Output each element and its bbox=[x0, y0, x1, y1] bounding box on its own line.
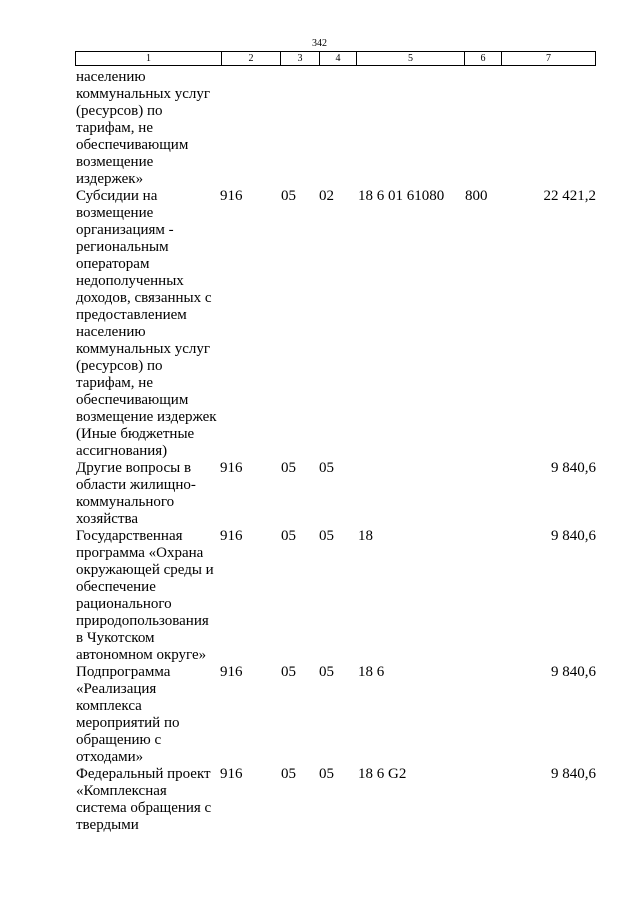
table-cell-amount: 9 840,6 bbox=[551, 664, 596, 680]
name-line: «Реализация bbox=[76, 681, 157, 697]
name-line: коммунального bbox=[76, 494, 175, 510]
name-line: Субсидии на bbox=[76, 188, 158, 204]
page-number: 342 bbox=[312, 38, 327, 49]
table-cell-expense-type: 800 bbox=[465, 188, 488, 204]
name-line: автономном округе» bbox=[76, 647, 207, 663]
table-cell-section: 05 bbox=[281, 188, 296, 204]
name-line: возмещение bbox=[76, 154, 154, 170]
name-line: издержек» bbox=[76, 171, 144, 187]
table-cell-section: 05 bbox=[281, 664, 296, 680]
table-cell-section: 05 bbox=[281, 528, 296, 544]
name-line: предоставлением bbox=[76, 307, 187, 323]
name-line: недополученных bbox=[76, 273, 184, 289]
table-cell-subsection: 05 bbox=[319, 664, 334, 680]
name-line: обеспечивающим bbox=[76, 392, 189, 408]
name-line: тарифам, не bbox=[76, 120, 153, 136]
name-line: окружающей среды и bbox=[76, 562, 214, 578]
name-line: ассигнования) bbox=[76, 443, 168, 459]
name-line: «Комплексная bbox=[76, 783, 167, 799]
name-line: рационального bbox=[76, 596, 172, 612]
name-line: организациям - bbox=[76, 222, 174, 238]
name-line: области жилищно- bbox=[76, 477, 196, 493]
name-line: в Чукотском bbox=[76, 630, 155, 646]
header-col-5: 5 bbox=[357, 52, 465, 65]
table-cell-name bbox=[76, 766, 224, 834]
table-cell-section: 05 bbox=[281, 460, 296, 476]
table-cell-target-article: 18 6 bbox=[358, 664, 385, 680]
table-cell-name bbox=[76, 460, 224, 528]
table-cell-amount: 9 840,6 bbox=[551, 766, 596, 782]
table-cell-grbs: 916 bbox=[220, 528, 243, 544]
table-cell-grbs: 916 bbox=[220, 188, 243, 204]
name-line: (ресурсов) по bbox=[76, 103, 163, 119]
name-line: коммунальных услуг bbox=[76, 86, 211, 102]
table-cell-target-article: 18 6 01 61080 bbox=[358, 188, 445, 204]
name-line: природопользования bbox=[76, 613, 209, 629]
name-line: мероприятий по bbox=[76, 715, 180, 731]
table-header-row bbox=[75, 51, 596, 66]
header-col-3: 3 bbox=[281, 52, 320, 65]
name-line: (ресурсов) по bbox=[76, 358, 163, 374]
name-line: доходов, связанных с bbox=[76, 290, 212, 306]
table-row bbox=[0, 69, 639, 188]
name-line: населению bbox=[76, 69, 146, 85]
name-line: Государственная bbox=[76, 528, 183, 544]
name-line: отходами» bbox=[76, 749, 144, 765]
table-cell-name bbox=[76, 664, 224, 766]
name-line: программа «Охрана bbox=[76, 545, 204, 561]
table-cell-subsection: 05 bbox=[319, 460, 334, 476]
name-line: тарифам, не bbox=[76, 375, 153, 391]
table-cell-section: 05 bbox=[281, 766, 296, 782]
name-line: обращению с bbox=[76, 732, 162, 748]
table-row bbox=[0, 188, 639, 460]
table-cell-grbs: 916 bbox=[220, 460, 243, 476]
table-row bbox=[0, 528, 639, 664]
name-line: хозяйства bbox=[76, 511, 139, 527]
name-line: Другие вопросы в bbox=[76, 460, 192, 476]
table-cell-grbs: 916 bbox=[220, 766, 243, 782]
table-cell-subsection: 05 bbox=[319, 528, 334, 544]
name-line: обеспечивающим bbox=[76, 137, 189, 153]
table-cell-amount: 9 840,6 bbox=[551, 528, 596, 544]
table-row bbox=[0, 766, 639, 834]
header-col-6: 6 bbox=[465, 52, 502, 65]
table-cell-name bbox=[76, 528, 224, 664]
name-line: коммунальных услуг bbox=[76, 341, 211, 357]
name-line: населению bbox=[76, 324, 146, 340]
name-line: система обращения с bbox=[76, 800, 212, 816]
header-col-7: 7 bbox=[546, 53, 551, 64]
header-col-4: 4 bbox=[320, 52, 357, 65]
table-cell-amount: 9 840,6 bbox=[551, 460, 596, 476]
table-cell-name bbox=[76, 188, 224, 460]
name-line: (Иные бюджетные bbox=[76, 426, 195, 442]
table-cell-name bbox=[76, 69, 224, 188]
name-line: комплекса bbox=[76, 698, 142, 714]
name-line: обеспечение bbox=[76, 579, 156, 595]
table-row bbox=[0, 460, 639, 528]
table-row bbox=[0, 664, 639, 766]
name-line: Подпрограмма bbox=[76, 664, 171, 680]
name-line: операторам bbox=[76, 256, 150, 272]
table-cell-grbs: 916 bbox=[220, 664, 243, 680]
header-col-2: 2 bbox=[222, 52, 281, 65]
name-line: твердыми bbox=[76, 817, 139, 833]
name-line: возмещение издержек bbox=[76, 409, 217, 425]
table-cell-target-article: 18 6 G2 bbox=[358, 766, 407, 782]
table-cell-subsection: 02 bbox=[319, 188, 334, 204]
table-cell-amount: 22 421,2 bbox=[543, 188, 596, 204]
name-line: региональным bbox=[76, 239, 169, 255]
name-line: Федеральный проект bbox=[76, 766, 211, 782]
table-cell-subsection: 05 bbox=[319, 766, 334, 782]
name-line: возмещение bbox=[76, 205, 154, 221]
table-cell-target-article: 18 bbox=[358, 528, 373, 544]
header-col-1: 1 bbox=[76, 52, 222, 65]
